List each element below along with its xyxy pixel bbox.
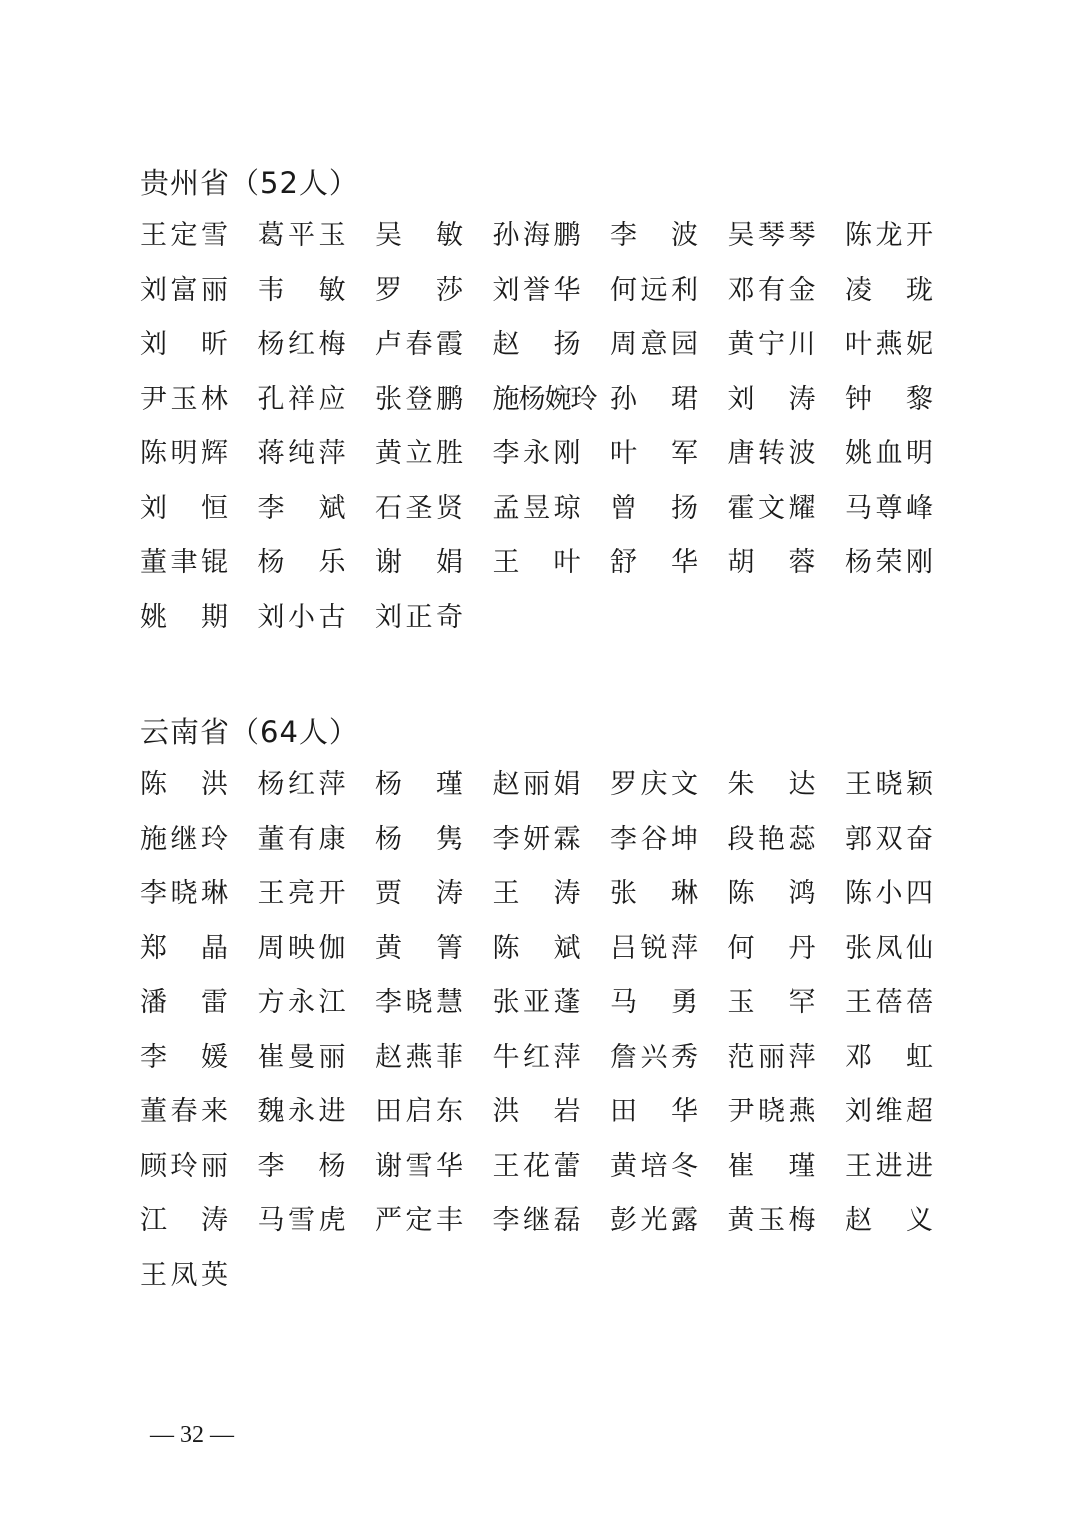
section-heading: 云南省（64人）	[140, 715, 359, 749]
person-name: 洪 岩	[492, 1096, 581, 1127]
person-name: 刘 富 丽	[140, 274, 228, 306]
person-name: 施 继 玲	[140, 823, 228, 855]
person-name: 刘 正 奇	[375, 601, 463, 633]
person-name: 马 尊 峰	[845, 492, 933, 524]
person-name: 王 凤 英	[140, 1259, 228, 1291]
person-name: 唐 转 波	[727, 438, 816, 469]
person-name: 刘 恒	[140, 492, 228, 524]
person-name: 曾 扬	[610, 492, 698, 524]
person-name: 郭 双 奋	[845, 823, 933, 855]
person-name: 周 映 伽	[257, 932, 346, 964]
person-name: 李 媛	[140, 1041, 228, 1073]
person-name: 施 杨 婉 玲	[492, 383, 597, 415]
person-name: 马 雪 虎	[257, 1205, 346, 1236]
person-name: 刘 昕	[140, 329, 228, 360]
person-name: 谢 雪 华	[375, 1150, 463, 1182]
person-name: 张 登 鹏	[375, 383, 463, 415]
person-name: 李 杨	[257, 1150, 346, 1182]
person-name: 崔 曼 丽	[257, 1041, 346, 1073]
person-name: 陈 小 四	[845, 878, 933, 909]
person-name: 赵 丽 娟	[492, 769, 581, 800]
person-name: 叶 军	[610, 438, 698, 469]
person-name: 马 勇	[610, 987, 698, 1018]
person-name: 王 花 蕾	[492, 1150, 581, 1182]
person-name: 李 波	[610, 220, 698, 251]
person-name: 方 永 江	[257, 987, 346, 1018]
person-name: 王 涛	[492, 878, 581, 909]
person-name: 彭 光 露	[610, 1205, 698, 1236]
page-number: — 32 —	[150, 1422, 234, 1448]
person-name: 黄 箐	[375, 932, 463, 964]
person-name: 姚 期	[140, 601, 228, 633]
person-name: 范 丽 萍	[727, 1041, 816, 1073]
person-name: 李 晓 慧	[375, 987, 463, 1018]
person-name: 尹 晓 燕	[727, 1096, 816, 1127]
person-name: 孔 祥 应	[257, 383, 346, 415]
person-name: 杨 荣 刚	[845, 547, 933, 578]
person-name: 李 谷 坤	[610, 823, 698, 855]
person-name: 黄 培 冬	[610, 1150, 698, 1182]
person-name: 严 定 丰	[375, 1205, 463, 1236]
person-name: 杨 隽	[375, 823, 463, 855]
person-name: 罗 庆 文	[610, 769, 698, 800]
person-name: 田 华	[610, 1096, 698, 1127]
person-name: 黄 玉 梅	[727, 1205, 816, 1236]
person-name: 王 进 进	[845, 1150, 933, 1182]
person-name: 姚 血 明	[845, 438, 933, 469]
person-name: 潘 雷	[140, 987, 228, 1018]
person-name: 陈 鸿	[727, 878, 816, 909]
person-name: 邓 有 金	[727, 274, 816, 306]
person-name: 李 继 磊	[492, 1205, 581, 1236]
person-name: 董 春 来	[140, 1096, 228, 1127]
person-name: 李 妍 霖	[492, 823, 581, 855]
person-name: 钟 黎	[845, 383, 933, 415]
person-name: 吕 锐 萍	[610, 932, 698, 964]
person-name: 陈 龙 开	[845, 220, 933, 251]
person-name: 李 晓 琳	[140, 878, 228, 909]
person-name: 罗 莎	[375, 274, 463, 306]
person-name: 陈 斌	[492, 932, 581, 964]
person-name: 孙 珺	[610, 383, 698, 415]
person-name: 詹 兴 秀	[610, 1041, 698, 1073]
person-name: 江 涛	[140, 1205, 228, 1236]
person-name: 孟 昱 琼	[492, 492, 581, 524]
person-name: 赵 义	[845, 1205, 933, 1236]
person-name: 赵 扬	[492, 329, 581, 360]
person-name: 凌 珑	[845, 274, 933, 306]
person-name: 刘 誉 华	[492, 274, 581, 306]
person-name: 李 永 刚	[492, 438, 581, 469]
person-name: 吴 琴 琴	[727, 220, 816, 251]
person-name: 何 丹	[727, 932, 816, 964]
person-name: 李 斌	[257, 492, 346, 524]
person-name: 周 意 园	[610, 329, 698, 360]
person-name: 蒋 纯 萍	[257, 438, 346, 469]
person-name: 黄 宁 川	[727, 329, 816, 360]
person-name: 叶 燕 妮	[845, 329, 933, 360]
person-name: 张 凤 仙	[845, 932, 933, 964]
person-name: 魏 永 进	[257, 1096, 346, 1127]
person-name: 陈 洪	[140, 769, 228, 800]
person-name: 朱 达	[727, 769, 816, 800]
person-name: 陈 明 辉	[140, 438, 228, 469]
person-name: 玉 罕	[727, 987, 816, 1018]
person-name: 杨 瑾	[375, 769, 463, 800]
person-name: 尹 玉 林	[140, 383, 228, 415]
person-name: 赵 燕 菲	[375, 1041, 463, 1073]
person-name: 董 聿 锟	[140, 547, 228, 578]
section-yunnan	[140, 712, 950, 1310]
person-name: 刘 涛	[727, 383, 816, 415]
person-name: 黄 立 胜	[375, 438, 463, 469]
person-name: 刘 维 超	[845, 1096, 933, 1127]
person-name: 郑 晶	[140, 932, 228, 964]
person-name: 孙 海 鹏	[492, 220, 581, 251]
person-name: 王 蓓 蓓	[845, 987, 933, 1018]
person-name: 崔 瑾	[727, 1150, 816, 1182]
person-name: 石 圣 贤	[375, 492, 463, 524]
person-name: 邓 虹	[845, 1041, 933, 1073]
person-name: 韦 敏	[257, 274, 346, 306]
person-name: 顾 玲 丽	[140, 1150, 228, 1182]
person-name: 牛 红 萍	[492, 1041, 581, 1073]
section-heading: 贵州省（52人）	[140, 166, 359, 200]
person-name: 胡 蓉	[727, 547, 816, 578]
person-name: 卢 春 霞	[375, 329, 463, 360]
name-grid	[140, 216, 950, 652]
person-name: 谢 娟	[375, 547, 463, 578]
person-name: 董 有 康	[257, 823, 346, 855]
person-name: 王 定 雪	[140, 220, 228, 251]
person-name: 舒 华	[610, 547, 698, 578]
person-name: 段 艳 蕊	[727, 823, 816, 855]
person-name: 吴 敏	[375, 220, 463, 251]
person-name: 王 叶	[492, 547, 581, 578]
person-name: 张 亚 蓬	[492, 987, 581, 1018]
person-name: 田 启 东	[375, 1096, 463, 1127]
person-name: 葛 平 玉	[257, 220, 346, 251]
section-guizhou	[140, 163, 950, 652]
person-name: 杨 红 梅	[257, 329, 346, 360]
name-grid	[140, 765, 950, 1310]
person-name: 贾 涛	[375, 878, 463, 909]
person-name: 杨 红 萍	[257, 769, 346, 800]
person-name: 何 远 利	[610, 274, 698, 306]
person-name: 王 亮 开	[257, 878, 346, 909]
person-name: 刘 小 古	[257, 601, 346, 633]
person-name: 张 琳	[610, 878, 698, 909]
person-name: 王 晓 颖	[845, 769, 933, 800]
person-name: 霍 文 耀	[727, 492, 816, 524]
person-name: 杨 乐	[257, 547, 346, 578]
